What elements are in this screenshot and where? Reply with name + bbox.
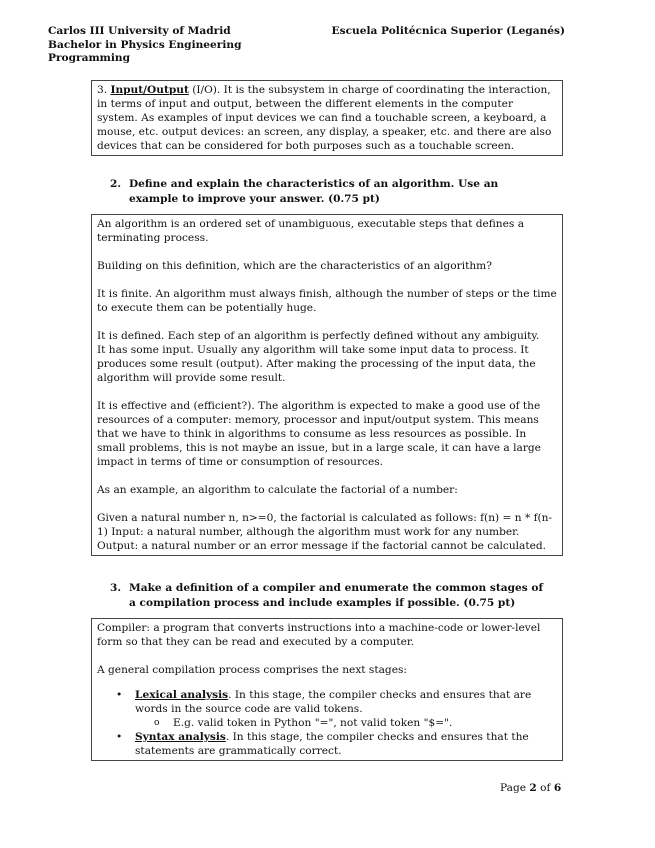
question-2-text: Define and explain the characteristics of an algorithm. Use an example to improve your answer. (0.75 pt): [129, 178, 499, 205]
stage-term: Lexical analysis: [135, 689, 229, 701]
question-3: [110, 581, 550, 611]
io-term: Input/Output: [110, 84, 189, 96]
answer-2-p3: It is finite. An algorithm must always finish, although the number of steps or the time to execute them can be potentially huge.: [97, 288, 557, 314]
header-university: Carlos III University of Madrid: [48, 25, 231, 37]
question-2-number: 2.: [110, 178, 122, 190]
question-3-text: Make a definition of a compiler and enumerate the common stages of a compilation process and include examples if possible. (0.75 pt): [129, 582, 543, 609]
list-item: o E.g. valid token in Python "=", not valid token "$=".: [135, 716, 557, 730]
answer-box-compiler: [91, 618, 563, 761]
io-paragraph: 3. Input/Output (I/O). It is the subsystem in charge of coordinating the interaction, in terms of input and output, between the different elements in the computer system. As examples of input devices we can find a touchable screen, a keyboard, a mouse, etc. output devices: an screen, any display, a speaker, etc. and there are also devices that can be considered for both purposes such as a touchable screen.: [97, 84, 552, 152]
answer-2-p1: An algorithm is an ordered set of unambiguous, executable steps that defines a terminating process.: [97, 218, 525, 244]
sub-list: [135, 716, 557, 730]
question-3-number: 3.: [110, 582, 122, 594]
answer-3-p1: Compiler: a program that converts instructions into a machine-code or lower-level form so that they can be read and executed by a computer.: [97, 622, 541, 648]
stages-list: [97, 688, 557, 758]
header-course: Programming: [48, 52, 131, 64]
header-degree: Bachelor in Physics Engineering: [48, 38, 242, 51]
answer-2-p7: Given a natural number n, n>=0, the factorial is calculated as follows: f(n) = n * f(n-1) Input: a natural number, although the algorithm must work for any number. Output: a natural number or an error message if the factorial cannot be calculated.: [97, 512, 553, 552]
answer-3-p2: A general compilation process comprises the next stages:: [97, 664, 407, 676]
answer-2-p4: It is defined. Each step of an algorithm is perfectly defined without any ambiguity. It has some input. Usually any algorithm will take some input data to process. It produces some result (output). After making the processing of the input data, the algorithm will provide some result.: [97, 330, 540, 384]
answer-2-p2: Building on this definition, which are the characteristics of an algorithm?: [97, 260, 492, 272]
page-number: Page 2 of 6: [500, 782, 562, 794]
answer-2-p6: As an example, an algorithm to calculate the factorial of a number:: [97, 484, 458, 496]
header-school: Escuela Politécnica Superior (Leganés): [331, 25, 565, 37]
list-item: • Lexical analysis. In this stage, the compiler checks and ensures that are words in the source code are valid tokens. o E.g. valid token in Python "=", not valid token "$=".: [97, 688, 557, 730]
page-header: [48, 25, 565, 66]
answer-box-io: [91, 80, 563, 156]
answer-2-p5: It is effective and (efficient?). The algorithm is expected to make a good use of the resources of a computer: memory, processor and input/output system. This means that we have to think in algorithms to consume as less resources as possible. In small problems, this is not maybe an issue, but in a large scale, it can have a large impact in terms of time or consumption of resources.: [97, 400, 541, 468]
question-2: [110, 177, 550, 207]
list-item: • Syntax analysis. In this stage, the compiler checks and ensures that the statements are grammatically correct.: [97, 730, 557, 758]
stage-term: Syntax analysis: [135, 731, 226, 743]
answer-box-algorithm: [91, 214, 563, 556]
